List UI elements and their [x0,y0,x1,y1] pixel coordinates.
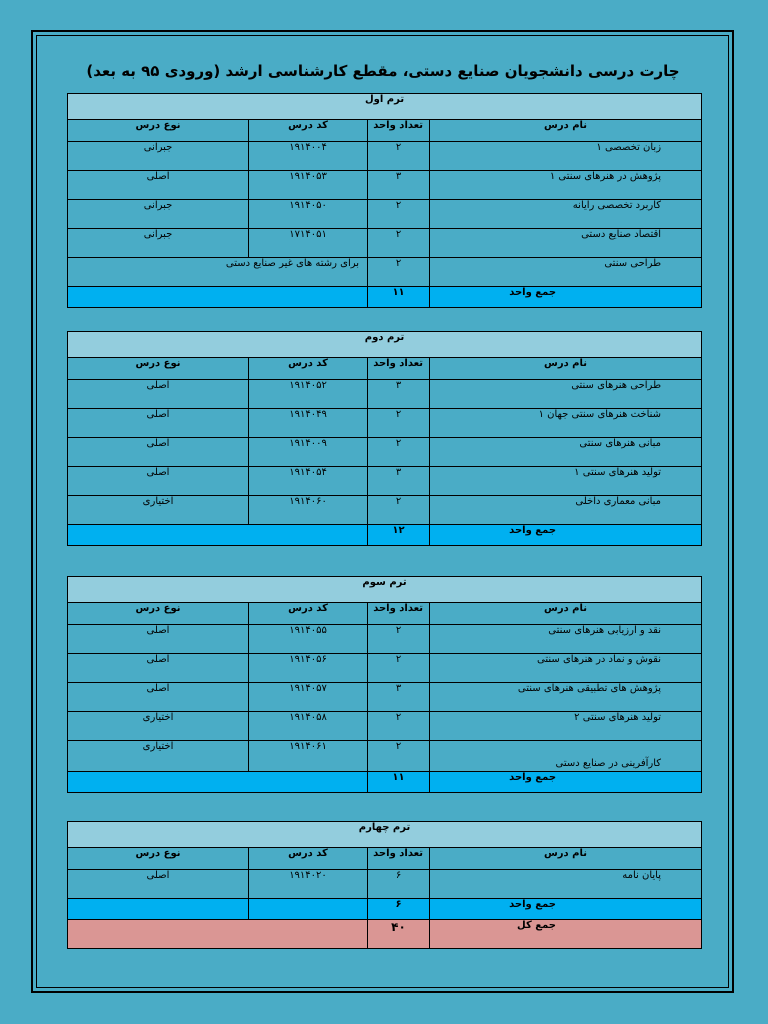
col-header-type: نوع درس [68,120,249,142]
grand-total-row [68,920,702,949]
course-name: طراحی سنتی [430,258,702,287]
col-header-code: کد درس [249,603,368,625]
total-row [68,525,702,546]
course-units: ۶ [368,870,430,899]
course-code: ۱۹۱۴۰۵۷ [249,683,368,712]
term-table-3 [67,576,702,793]
course-code: ۱۹۱۴۰۵۰ [249,200,368,229]
course-code: ۱۷۱۴۰۵۱ [249,229,368,258]
course-name: کاربرد تخصصی رایانه [430,200,702,229]
course-code: ۱۹۱۴۰۲۰ [249,870,368,899]
total-units: ۶ [368,899,430,920]
course-type: اصلی [68,870,249,899]
term-table-2 [67,331,702,546]
term-table-1 [67,93,702,308]
term-title: ترم چهارم [68,822,702,848]
course-name: پژوهش در هنرهای سنتی ۱ [430,171,702,200]
course-name: نقوش و نماد در هنرهای سنتی [430,654,702,683]
course-code: ۱۹۱۴۰۵۳ [249,171,368,200]
course-units: ۳ [368,467,430,496]
col-header-name: نام درس [430,848,702,870]
course-code: ۱۹۱۴۰۰۹ [249,438,368,467]
course-type: برای رشته های غیر صنایع دستی [68,258,368,287]
col-header-units: تعداد واحد [368,603,430,625]
page-title: چارت درسی دانشجویان صنایع دستی، مقطع کارشناسی ارشد (ورودی ۹۵ به بعد) [86,62,680,80]
course-units: ۲ [368,438,430,467]
total-units: ۱۱ [368,772,430,793]
col-header-type: نوع درس [68,358,249,380]
course-units: ۲ [368,741,430,772]
course-type: اصلی [68,654,249,683]
course-code: ۱۹۱۴۰۵۸ [249,712,368,741]
course-type: اصلی [68,683,249,712]
total-row [68,287,702,308]
table-row [68,409,702,438]
course-units: ۳ [368,171,430,200]
course-name: اقتصاد صنایع دستی [430,229,702,258]
col-header-code: کد درس [249,848,368,870]
total-row [68,772,702,793]
table-row [68,142,702,171]
col-header-units: تعداد واحد [368,120,430,142]
course-type: اختیاری [68,741,249,772]
table-row [68,683,702,712]
course-name: تولید هنرهای سنتی ۱ [430,467,702,496]
course-units: ۲ [368,229,430,258]
table-row [68,496,702,525]
course-units: ۲ [368,712,430,741]
course-type: اختیاری [68,712,249,741]
col-header-name: نام درس [430,603,702,625]
course-code: ۱۹۱۴۰۰۴ [249,142,368,171]
term-title: ترم دوم [68,332,702,358]
course-code: ۱۹۱۴۰۶۱ [249,741,368,772]
table-row [68,229,702,258]
total-label: جمع واحد [430,525,702,546]
col-header-type: نوع درس [68,603,249,625]
grand-total-value: ۴۰ [368,920,430,949]
course-units: ۲ [368,625,430,654]
col-header-name: نام درس [430,358,702,380]
total-label: جمع واحد [430,772,702,793]
course-code: ۱۹۱۴۰۵۲ [249,380,368,409]
col-header-units: تعداد واحد [368,848,430,870]
course-name: مبانی معماری داخلی [430,496,702,525]
course-name: نقد و ارزیابی هنرهای سنتی [430,625,702,654]
course-type: اصلی [68,409,249,438]
table-row [68,200,702,229]
course-units: ۳ [368,683,430,712]
total-empty-cell [68,287,368,308]
course-code: ۱۹۱۴۰۵۶ [249,654,368,683]
term-title: ترم سوم [68,577,702,603]
course-name: کارآفرینی در صنایع دستی [430,741,702,772]
course-type: اصلی [68,625,249,654]
grand-total-label: جمع کل [430,920,702,949]
course-units: ۲ [368,258,430,287]
table-row [68,654,702,683]
course-units: ۲ [368,409,430,438]
table-row [68,870,702,899]
term-title: ترم اول [68,94,702,120]
term-table-4 [67,821,702,949]
total-units: ۱۲ [368,525,430,546]
course-units: ۲ [368,496,430,525]
total-empty-cell [68,899,249,920]
course-type: اصلی [68,467,249,496]
course-code: ۱۹۱۴۰۵۴ [249,467,368,496]
course-name: مبانی هنرهای سنتی [430,438,702,467]
table-row [68,438,702,467]
total-units: ۱۱ [368,287,430,308]
total-empty-cell [249,899,368,920]
table-row [68,467,702,496]
course-code: ۱۹۱۴۰۴۹ [249,409,368,438]
grand-total-empty-cell [68,920,368,949]
course-type: اصلی [68,438,249,467]
course-code: ۱۹۱۴۰۵۵ [249,625,368,654]
course-name: تولید هنرهای سنتی ۲ [430,712,702,741]
total-empty-cell [68,525,368,546]
col-header-type: نوع درس [68,848,249,870]
course-type: جبرانی [68,142,249,171]
total-label: جمع واحد [430,287,702,308]
course-units: ۲ [368,654,430,683]
course-units: ۲ [368,142,430,171]
course-type: جبرانی [68,229,249,258]
course-units: ۳ [368,380,430,409]
course-name: شناخت هنرهای سنتی جهان ۱ [430,409,702,438]
course-units: ۲ [368,200,430,229]
total-row [68,899,702,920]
course-code: ۱۹۱۴۰۶۰ [249,496,368,525]
col-header-name: نام درس [430,120,702,142]
course-type: اصلی [68,380,249,409]
total-empty-cell [68,772,368,793]
course-name: پایان نامه [430,870,702,899]
table-row [68,741,702,772]
course-type: جبرانی [68,200,249,229]
course-name: پژوهش های تطبیقی هنرهای سنتی [430,683,702,712]
total-label: جمع واحد [430,899,702,920]
course-name: طراحی هنرهای سنتی [430,380,702,409]
table-row [68,171,702,200]
table-row [68,258,702,287]
col-header-units: تعداد واحد [368,358,430,380]
course-type: اصلی [68,171,249,200]
table-row [68,625,702,654]
col-header-code: کد درس [249,358,368,380]
col-header-code: کد درس [249,120,368,142]
table-row [68,712,702,741]
table-row [68,380,702,409]
course-name: زبان تخصصی ۱ [430,142,702,171]
course-type: اختیاری [68,496,249,525]
